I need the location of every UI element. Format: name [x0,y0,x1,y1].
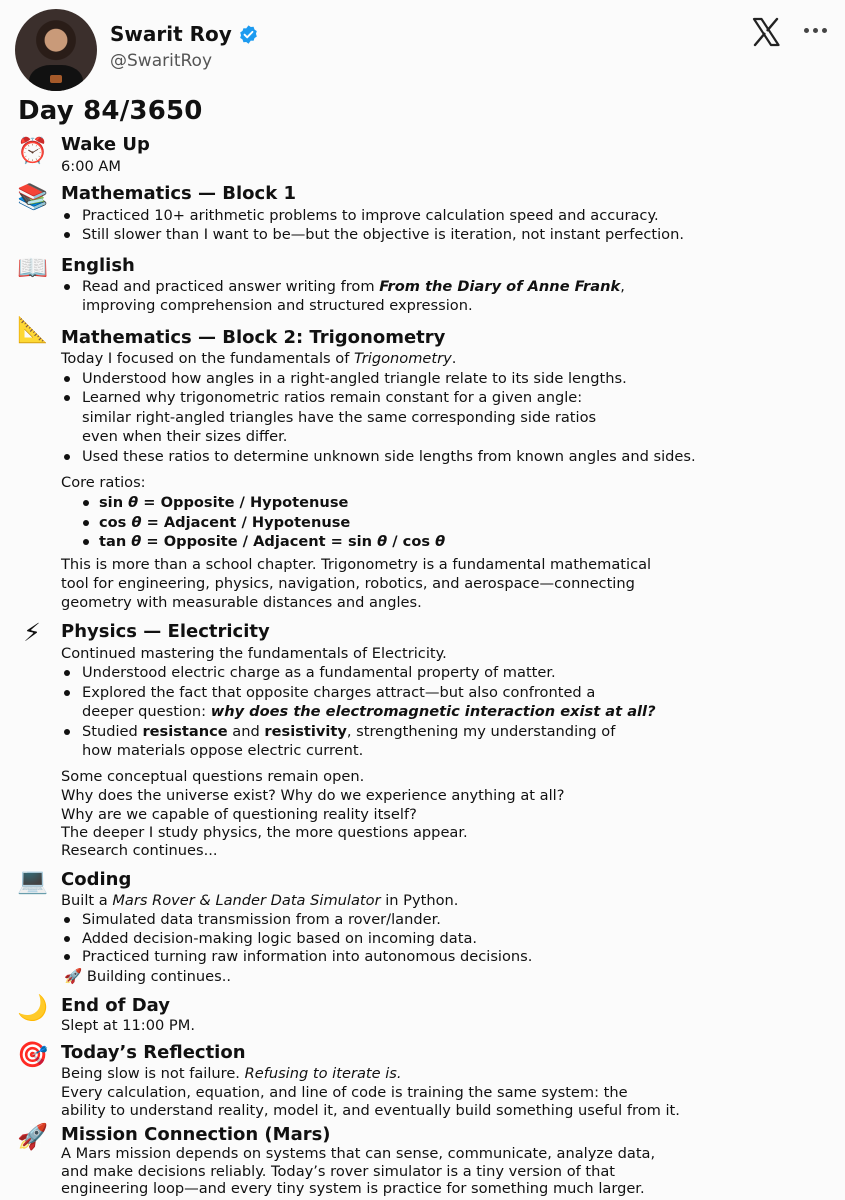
project-name: Mars Rover & Lander Data Simulator [112,892,381,909]
theta-symbol: θ [131,533,142,550]
math1-heading: Mathematics — Block 1 [61,183,296,204]
rocket-icon: 🚀 [64,968,83,985]
math2-bullet-2-line-3: even when their sizes differ. [82,428,288,445]
math2-heading: Mathematics — Block 2: Trigonometry [61,327,446,348]
math2-bullet-1: Understood how angles in a right-angled triangle relate to its side lengths. [82,370,627,387]
verified-badge-icon [238,24,259,45]
eod-text: Slept at 11:00 PM. [61,1017,195,1034]
display-name-text[interactable]: Swarit Roy [110,22,232,46]
math2-paragraph-line-2: tool for engineering, physics, navigation, robotics, and aerospace—connecting [61,575,635,592]
physics-question-3: Why are we capable of questioning reality itself? [61,806,417,823]
math2-bullet-2: Learned why trigonometric ratios remain constant for a given angle: [82,389,583,406]
math2-intro-period: . [451,350,457,367]
english-heading: English [61,255,135,276]
english-bullet-comma: , [620,278,625,295]
tan-fn: tan [99,533,132,550]
theta-symbol: θ [435,533,446,550]
post-title: Day 84/3650 [18,96,203,126]
sin-fn: sin [99,494,129,511]
coding-intro-text: Built a [61,892,113,909]
english-bullet-1-line-2: improving comprehension and structured expression. [82,297,473,314]
cos-rest: = Adjacent / Hypotenuse [141,514,351,531]
tweet-header [0,0,845,96]
cos-fn: cos [99,514,132,531]
physics-heading: Physics — Electricity [61,621,270,642]
physics-question-1: Some conceptual questions remain open. [61,768,365,785]
sin-ratio [99,493,348,512]
physics-question-4: The deeper I study physics, the more questions appear. [61,824,468,841]
laptop-icon: 💻 [17,866,49,895]
coding-heading: Coding [61,869,132,890]
core-ratios-label: Core ratios: [61,474,146,491]
triangle-ruler-icon: 📐 [17,315,49,344]
math2-paragraph-line-1: This is more than a school chapter. Trigonometry is a fundamental mathematical [61,556,652,573]
tan-div: / cos [387,533,436,550]
physics-question-2: Why does the universe exist? Why do we experience anything at all? [61,787,565,804]
reflection-line-1-text: Being slow is not failure. [61,1065,245,1082]
math2-paragraph-line-3: geometry with measurable distances and angles. [61,594,422,611]
cos-ratio [99,513,350,532]
reflection-line-1 [61,1064,402,1083]
rocket-icon: 🚀 [17,1122,49,1151]
coding-intro-rest: in Python. [380,892,459,909]
theta-symbol: θ [128,494,139,511]
avatar-shirt-logo [50,75,62,83]
wake-heading: Wake Up [61,134,150,155]
english-bullet-1 [82,277,625,296]
math2-topic: Trigonometry [353,350,452,367]
coding-continues [64,967,231,986]
math2-bullet-2-line-2: similar right-angled triangles have the same corresponding side ratios [82,409,597,426]
coding-bullet-3: Practiced turning raw information into autonomous decisions. [82,948,533,965]
reflection-line-3: ability to understand reality, model it, and eventually build something useful from it. [61,1102,680,1119]
lightning-icon: ⚡ [23,618,41,647]
sin-rest: = Opposite / Hypotenuse [138,494,349,511]
tan-rest: = Opposite / Adjacent = sin [141,533,378,550]
math1-bullet-2: Still slower than I want to be—but the objective is iteration, not instant perfection. [82,226,684,243]
physics-bullet-2-line-2 [82,702,656,721]
theta-symbol: θ [377,533,388,550]
physics-question-5: Research continues... [61,842,218,859]
physics-bullet-2-text: deeper question: [82,703,211,720]
x-logo-icon[interactable] [750,16,782,48]
tan-ratio [99,532,445,551]
avatar[interactable] [15,9,97,91]
reflection-line-2: Every calculation, equation, and line of code is training the same system: the [61,1084,628,1101]
physics-intro: Continued mastering the fundamentals of Electricity. [61,645,447,662]
physics-bullet-3-rest: , strengthening my understanding of [346,723,616,740]
moon-icon: 🌙 [17,993,49,1022]
open-book-icon: 📖 [17,253,49,282]
user-handle[interactable]: @SwaritRoy [110,51,212,71]
mission-line-3: engineering loop—and every tiny system is practice for something much larger. [61,1180,645,1197]
display-name[interactable] [110,22,259,46]
english-bullet-text: Read and practiced answer writing from [82,278,380,295]
target-icon: 🎯 [17,1040,49,1069]
reflection-emphasis: Refusing to iterate is. [244,1065,402,1082]
alarm-clock-icon: ⏰ [17,136,49,165]
wake-time: 6:00 AM [61,158,121,175]
mission-line-2: and make decisions reliably. Today’s rover simulator is a tiny version of that [61,1163,616,1180]
math2-bullet-3: Used these ratios to determine unknown side lengths from known angles and sides. [82,448,696,465]
physics-bullet-3-text: Studied [82,723,143,740]
math2-intro [61,349,456,368]
physics-bullet-3-line-2: how materials oppose electric current. [82,742,364,759]
coding-intro [61,891,458,910]
book-title: From the Diary of Anne Frank [379,278,621,295]
coding-continues-text: Building continues.. [86,968,231,985]
math2-intro-text: Today I focused on the fundamentals of [61,350,354,367]
physics-question: why does the electromagnetic interaction exist at all? [210,703,656,720]
coding-bullet-1: Simulated data transmission from a rover/lander. [82,911,441,928]
mission-heading: Mission Connection (Mars) [61,1124,331,1145]
term-resistivity: resistivity [264,723,347,740]
coding-bullet-2: Added decision-making logic based on incoming data. [82,930,478,947]
reflection-heading: Today’s Reflection [61,1042,246,1063]
eod-heading: End of Day [61,995,170,1016]
mission-line-1: A Mars mission depends on systems that can sense, communicate, analyze data, [61,1145,656,1162]
more-options-icon[interactable] [804,28,828,36]
physics-bullet-1: Understood electric charge as a fundamental property of matter. [82,664,556,681]
theta-symbol: θ [131,514,142,531]
math1-bullet-1: Practiced 10+ arithmetic problems to improve calculation speed and accuracy. [82,207,659,224]
books-icon: 📚 [17,182,49,211]
physics-bullet-2: Explored the fact that opposite charges attract—but also confronted a [82,684,596,701]
term-resistance: resistance [142,723,228,740]
physics-bullet-3 [82,722,615,741]
physics-bullet-3-and: and [227,723,265,740]
